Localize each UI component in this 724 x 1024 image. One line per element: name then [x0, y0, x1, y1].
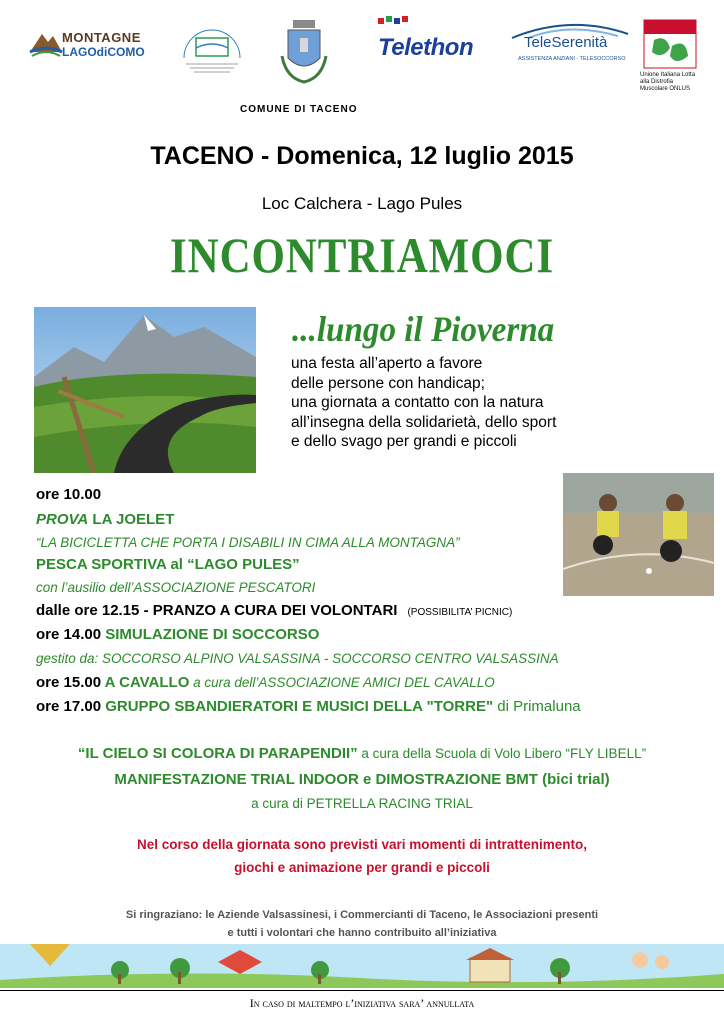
notice-line-2: giochi e animazione per grandi e piccoli [234, 860, 490, 875]
montagne-logo-line2: LAGOdiCOMO [62, 45, 145, 59]
telethon-logo [370, 14, 474, 70]
soccorso-title: SIMULAZIONE DI SOCCORSO [105, 626, 320, 643]
event-location: Loc Calchera - Lago Pules [261, 194, 463, 213]
intro-line: una festa all’aperto a favore [291, 355, 483, 372]
uildm-caption: Unione Italiana Lotta alla Distrofia Muscolare ONLUS [640, 72, 696, 92]
parapendii-line [0, 745, 724, 763]
wheelchair-hockey-photo [563, 473, 714, 596]
soccorso-description: gestito da: SOCCORSO ALPINO VALSASSINA - SOCCORSO CENTRO VALSASSINA [36, 651, 559, 666]
joelet-description: “LA BICICLETTA CHE PORTA I DISABILI IN CIMA ALLA MONTAGNA” [36, 535, 460, 550]
joelet-prefix: PROVA [36, 511, 89, 528]
cavallo-line [36, 674, 495, 692]
mountain-road-photo [34, 307, 256, 473]
intro-line: all’insegna della solidarietà, dello sport [291, 413, 557, 431]
soccorso-line [36, 626, 319, 643]
intro-line: e dello svago per grandi e piccoli [291, 433, 517, 451]
intro-text [291, 354, 621, 452]
comune-coat-of-arms [276, 16, 332, 88]
trial-cura: a cura di PETRELLA RACING TRIAL [251, 796, 473, 811]
time-1500: ore 15.00 [36, 674, 105, 691]
fipsas-logo [174, 18, 250, 76]
pranzo-line [36, 602, 512, 620]
thanks-line-1: Si ringraziano: le Aziende Valsassinesi, i Commercianti di Taceno, le Associazioni presenti [125, 909, 599, 921]
cavallo-title: A CAVALLO [104, 674, 190, 691]
joelet-title [36, 511, 174, 528]
footer-illustration [0, 944, 724, 988]
parapendii-rest: a cura della Scuola di Volo Libero “FLY LIBELL” [357, 746, 647, 761]
thanks-line-2: e tutti i volontari che hanno contribuito all’iniziativa [227, 927, 497, 939]
event-main-title: INCONTRIAMOCI [170, 227, 554, 283]
footer-divider [0, 990, 724, 991]
intro-line: delle persone con handicap; [291, 374, 485, 392]
uildm-logo [640, 18, 700, 102]
pesca-description: con l’ausilio dell’ASSOCIAZIONE PESCATORI [36, 580, 316, 595]
weather-notice: In caso di maltempo l’iniziativa sara’ annullata [249, 996, 475, 1010]
joelet-rest: LA JOELET [88, 511, 175, 528]
teleserenita-logo [508, 20, 632, 76]
teleserenita-logo-text: TeleSerenità [524, 34, 608, 51]
sbandieratori-line [36, 698, 581, 716]
cavallo-description: a cura dell’ASSOCIAZIONE AMICI DEL CAVALLO [189, 675, 495, 690]
pranzo-title: dalle ore 12.15 - PRANZO A CURA DEI VOLONTARI [36, 602, 398, 619]
time-1700: ore 17.00 [36, 698, 106, 715]
sbandieratori-title: GRUPPO SBANDIERATORI E MUSICI DELLA "TORRE" [105, 698, 494, 715]
intro-line: una giornata a contatto con la natura [291, 394, 544, 412]
pesca-title: PESCA SPORTIVA al “LAGO PULES” [36, 556, 300, 573]
trial-title: MANIFESTAZIONE TRIAL INDOOR e DIMOSTRAZIONE BMT (bici trial) [114, 771, 610, 788]
telethon-logo-text: Telethon [378, 34, 474, 61]
comune-label: COMUNE DI TACENO [240, 104, 358, 115]
time-1000: ore 10.00 [36, 486, 102, 503]
notice-line-1: Nel corso della giornata sono previsti vari momenti di intrattenimento, [136, 837, 588, 852]
parapendii-title: “IL CIELO SI COLORA DI PARAPENDII” [77, 745, 358, 762]
montagne-lago-di-como-logo [28, 22, 158, 66]
teleserenita-logo-subtext: ASSISTENZA ANZIANI - TELESOCCORSO [518, 56, 626, 62]
time-1400: ore 14.00 [36, 626, 106, 643]
event-date-title: TACENO - Domenica, 12 luglio 2015 [150, 142, 574, 170]
montagne-logo-line1: MONTAGNE [62, 30, 141, 45]
mountain-icon [28, 24, 64, 60]
sbandieratori-rest: di Primaluna [493, 698, 581, 715]
event-subtitle: ...lungo il Pioverna [292, 309, 555, 349]
pranzo-note: (POSSIBILITA’ PICNIC) [407, 607, 513, 618]
